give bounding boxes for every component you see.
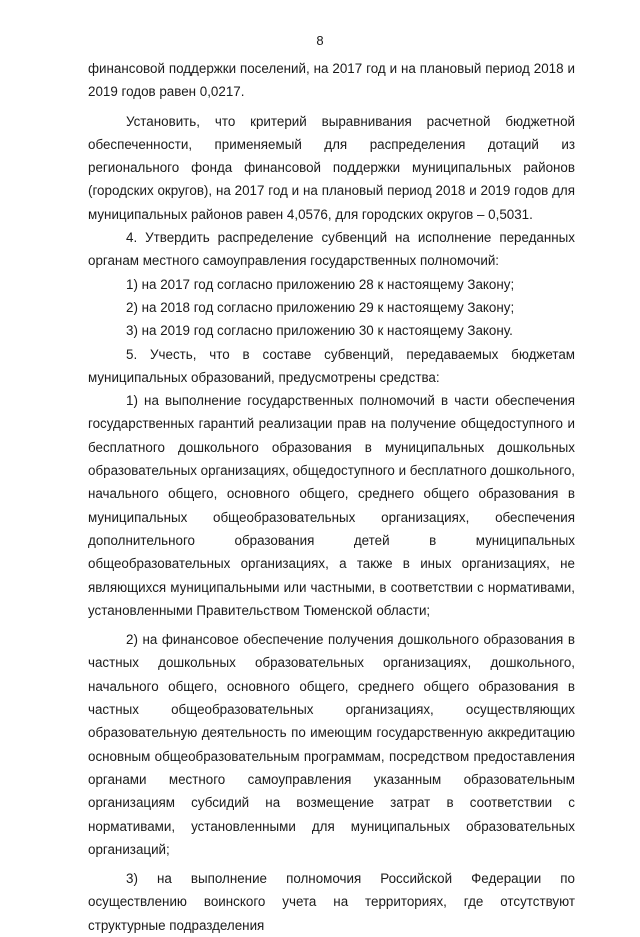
paragraph-subitem-3: 3) на выполнение полномочия Российской Федерации по осуществлению воинского учета на территориях, где отсутствуют структурные подразделения [88, 871, 575, 933]
paragraph-equalization-criterion: Установить, что критерий выравнивания расчетной бюджетной обеспеченности, применяемый для распределения дотаций из регионального фонда финансовой поддержки муниципальных районов (городских округов), на 2017 год и на плановый период 2018 и 2019 годов для муниципальных районов равен 4,0576, для городских округов – 0,5031. [88, 113, 575, 222]
list-item-2017: 1) на 2017 год согласно приложению 28 к настоящему Закону; [126, 276, 515, 292]
list-item-2018: 2) на 2018 год согласно приложению 29 к настоящему Закону; [126, 299, 515, 315]
paragraph-item-5: 5. Учесть, что в составе субвенций, передаваемых бюджетам муниципальных образований, предусмотрены средства: [88, 346, 575, 385]
paragraph-subitem-1: 1) на выполнение государственных полномочий в части обеспечения государственных гарантий реализации прав на получение общедоступного и бесплатного дошкольного образования в муниципальных дошкольных образовательных организациях, общедоступного и бесплатного дошкольного, начального общего, основного общего, среднего общего образования в муниципальных общеобразовательных организациях, обеспечения дополнительного образования детей в муниципальных общеобразовательных организациях, а также в иных организациях, не являющихся муниципальными или частными, в соответствии с нормативами, установленными Правительством Тюменской области; [88, 393, 575, 618]
list-item-2019: 3) на 2019 год согласно приложению 30 к настоящему Закону. [126, 323, 513, 339]
paragraph-subitem-2: 2) на финансовое обеспечение получения дошкольного образования в частных дошкольных образовательных организациях, дошкольного, начального общего, основного общего, среднего общего образования в частных общеобразовательных организациях, осуществляющих образовательную деятельность по имеющим государственную аккредитацию основным общеобразовательным программам, посредством предоставления органами местного самоуправления указанным образовательным организациям субсидий на возмещение затрат в соответствии с нормативами, установленными для муниципальных образовательных организаций; [88, 632, 575, 857]
document-body [88, 57, 575, 937]
paragraph-support-settlements: финансовой поддержки поселений, на 2017 год и на плановый период 2018 и 2019 годов равен 0,0217. [88, 61, 575, 100]
paragraph-item-4: 4. Утвердить распределение субвенций на исполнение переданных органам местного самоуправления государственных полномочий: [88, 230, 575, 269]
page-number: 8 [316, 33, 324, 48]
